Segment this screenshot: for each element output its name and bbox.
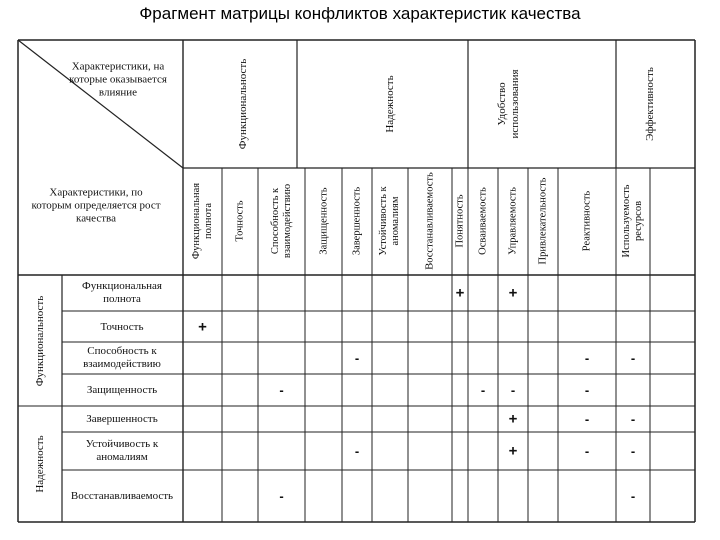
column-header-13: Используемость ресурсов <box>621 184 644 258</box>
negative-mark: - <box>354 350 360 366</box>
negative-mark: - <box>480 382 486 398</box>
row-label-4: Защищенность <box>86 384 158 396</box>
positive-mark: + <box>455 284 465 302</box>
column-header-8: Понятность <box>454 194 466 248</box>
corner-bottom-label: Характеристики, по которым определяется рост качества <box>31 186 161 225</box>
negative-mark: - <box>630 488 636 504</box>
negative-mark: - <box>584 411 590 427</box>
column-group-header-2: Надежность <box>384 75 396 133</box>
column-header-3: Способность к взаимодействию <box>269 183 293 259</box>
column-header-6: Устойчивость к аномалиям <box>378 186 401 256</box>
column-header-2: Точность <box>234 200 246 242</box>
column-group-header-4: Эффективность <box>644 67 656 141</box>
column-header-1: Функциональная полнота <box>190 182 214 260</box>
column-header-11: Привлекательность <box>537 177 549 265</box>
row-label-2: Точность <box>100 320 144 333</box>
row-label-5: Завершенность <box>86 413 158 425</box>
negative-mark: - <box>630 411 636 427</box>
column-header-7: Восстанавливаемость <box>424 172 436 270</box>
negative-mark: - <box>630 443 636 459</box>
negative-mark: - <box>510 382 516 398</box>
negative-mark: - <box>584 443 590 459</box>
negative-mark: - <box>279 488 284 504</box>
column-group-header-3: Удобство использования <box>496 69 521 139</box>
negative-mark: - <box>584 382 590 398</box>
corner-top-label: Характеристики, на которые оказывается влияние <box>69 60 167 99</box>
positive-mark: + <box>508 284 518 302</box>
row-label-7: Восстанавливаемость <box>70 490 174 502</box>
corner-diagonal <box>18 40 183 168</box>
positive-mark: + <box>198 318 207 335</box>
negative-mark: - <box>630 350 636 366</box>
column-header-9: Осваиваемость <box>477 187 489 255</box>
row-label-3: Способность к взаимодействию <box>83 345 161 370</box>
column-group-header-1: Функциональность <box>237 58 249 150</box>
negative-mark: - <box>354 443 360 459</box>
column-header-5: Завершенность <box>351 186 363 256</box>
positive-mark: + <box>508 442 518 460</box>
column-header-12: Реактивность <box>581 190 593 252</box>
negative-mark: - <box>584 350 590 366</box>
negative-mark: - <box>279 382 284 398</box>
column-header-10: Управляемость <box>507 187 519 255</box>
row-label-6: Устойчивость к аномалиям <box>85 438 159 463</box>
page-title: Фрагмент матрицы конфликтов характеристик качества <box>139 4 581 23</box>
row-label-1: Функциональная полнота <box>82 280 162 305</box>
positive-mark: + <box>508 410 518 428</box>
column-header-4: Защищенность <box>318 187 329 255</box>
row-group-label-2: Надежность <box>34 435 46 493</box>
row-group-label-1: Функциональность <box>34 295 46 386</box>
